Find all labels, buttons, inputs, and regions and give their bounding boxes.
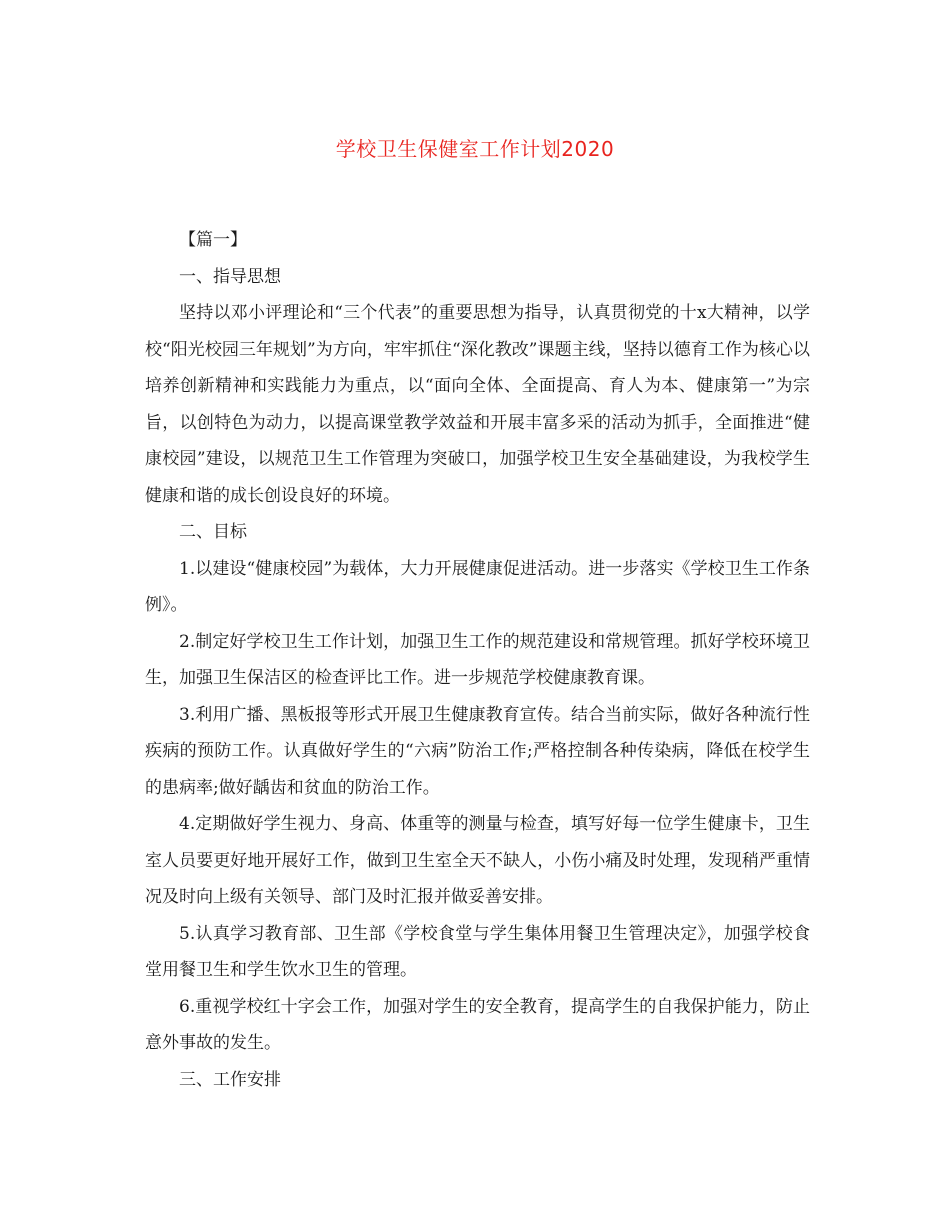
paragraph: 5.认真学习教育部、卫生部《学校食堂与学生集体用餐卫生管理决定》，加强学校食堂用餐卫生和学生饮水卫生的管理。 [145, 923, 810, 980]
paragraph: 1.以建设“健康校园”为载体，大力开展健康促进活动。进一步落实《学校卫生工作条例》。 [145, 558, 810, 615]
paragraph: 2.制定好学校卫生工作计划，加强卫生工作的规范建设和常规管理。抓好学校环境卫生，加强卫生保洁区的检查评比工作。进一步规范学校健康教育课。 [145, 631, 810, 688]
paragraph: 3.利用广播、黑板报等形式开展卫生健康教育宣传。结合当前实际，做好各种流行性疾病的预防工作。认真做好学生的“六病”防治工作;严格控制各种传染病，降低在校学生的患病率;做好龋齿和贫血的防治工作。 [145, 704, 810, 798]
section-heading: 二、目标 [179, 522, 247, 542]
section-heading: 一、指导思想 [179, 266, 281, 287]
document-title: 学校卫生保健室工作计划2020 [335, 137, 615, 161]
document-body [145, 222, 810, 1098]
paragraph: 坚持以邓小评理论和“三个代表”的重要思想为指导，认真贯彻党的十x大精神，以学校“阳光校园三年规划”为方向，牢牢抓住“深化教改”课题主线，坚持以德育工作为核心以培养创新精神和实践能力为重点，以“面向全体、全面提高、育人为本、健康第一”为宗旨，以创特色为动力，以提高课堂教学效益和开展丰富多采的活动为抓手，全面推进“健康校园”建设，以规范卫生工作管理为突破口，加强学校卫生安全基础建设，为我校学生健康和谐的成长创设良好的环境。 [145, 303, 810, 506]
paragraph: 6.重视学校红十字会工作，加强对学生的安全教育，提高学生的自我保护能力，防止意外事故的发生。 [145, 996, 810, 1053]
section-heading: 三、工作安排 [179, 1069, 281, 1090]
section-label: 【篇一】 [179, 230, 247, 250]
paragraph: 4.定期做好学生视力、身高、体重等的测量与检查，填写好每一位学生健康卡，卫生室人员要更好地开展好工作，做到卫生室全天不缺人，小伤小痛及时处理，发现稍严重情况及时向上级有关领导、部门及时汇报并做妥善安排。 [145, 814, 810, 907]
